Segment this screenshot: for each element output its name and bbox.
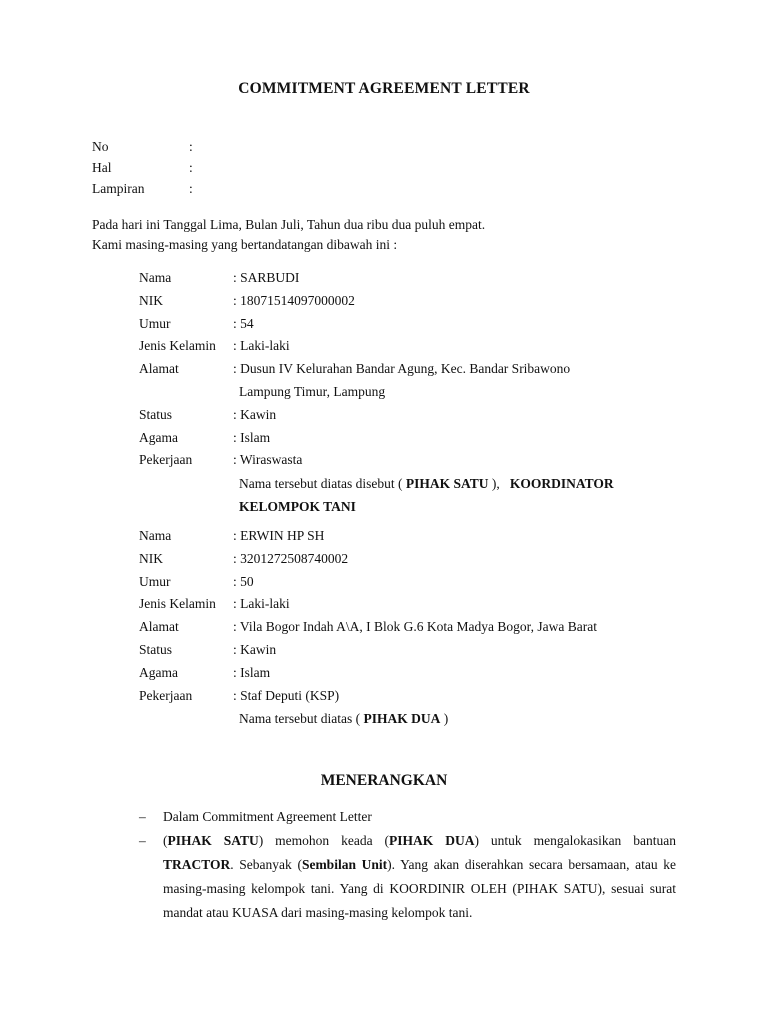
meta-colon: : — [189, 181, 193, 196]
party-field-row — [139, 449, 669, 472]
field-value: : Dusun IV Kelurahan Bandar Agung, Kec. Bandar Sribawono — [233, 361, 571, 377]
field-value: : Vila Bogor Indah A\A, I Blok G.6 Kota Madya Bogor, Jawa Barat — [233, 619, 597, 635]
document-title: COMMITMENT AGREEMENT LETTER — [238, 80, 530, 97]
meta-label: Lampiran — [92, 181, 145, 196]
field-value: : Kawin — [233, 641, 277, 657]
party-field-row — [139, 639, 669, 662]
list-item-text: Dalam Commitment Agreement Letter — [163, 809, 372, 824]
note-party-name: PIHAK SATU — [405, 476, 489, 492]
field-value: : Laki-laki — [233, 596, 290, 612]
intro-line-date: Pada hari ini Tanggal Lima, Bulan Juli, Tahun dua ribu dua puluh empat. — [92, 217, 486, 232]
section-heading: MENERANGKAN — [320, 772, 448, 789]
list-item — [139, 805, 676, 829]
party-field-row — [139, 290, 669, 313]
list-item-text — [163, 829, 676, 925]
text-run: ( — [163, 833, 168, 848]
intro-line-signers: Kami masing-masing yang bertandatangan dibawah ini : — [92, 237, 398, 252]
field-value: : Kawin — [233, 406, 277, 422]
party-two-designation — [139, 707, 669, 730]
meta-label: Hal — [92, 160, 112, 175]
party-field-row — [139, 404, 669, 427]
party-field-row — [139, 313, 669, 336]
field-value: : 18071514097000002 — [233, 292, 355, 308]
bold-run: PIHAK SATU — [167, 833, 259, 848]
bold-run: TRACTOR — [163, 857, 231, 872]
field-label: Nama — [139, 528, 172, 543]
text-run: . Sebanyak ( — [230, 857, 302, 872]
party-field-row — [139, 267, 669, 290]
party-field-row — [139, 571, 669, 594]
field-value: : Wiraswasta — [233, 452, 303, 468]
field-value: : 54 — [233, 315, 254, 331]
field-label: Umur — [139, 573, 171, 589]
list-item — [139, 829, 676, 925]
field-label: Alamat — [139, 361, 179, 377]
meta-label: No — [92, 139, 109, 154]
field-label: Status — [139, 406, 173, 422]
field-label: Umur — [139, 315, 171, 331]
bold-run: Sembilan Unit — [301, 857, 388, 872]
field-label: NIK — [139, 550, 163, 566]
field-value: : Islam — [233, 664, 271, 680]
field-value: : SARBUDI — [233, 270, 300, 285]
party-field-row — [139, 427, 669, 450]
party-field-row — [139, 662, 669, 685]
statement-list — [139, 805, 676, 925]
field-label: Jenis Kelamin — [139, 338, 216, 354]
field-label: Nama — [139, 270, 172, 285]
note-text: ) — [440, 711, 449, 727]
text-run: ) untuk mengalokasikan bantuan — [474, 833, 676, 848]
dash-bullet: – — [139, 809, 146, 824]
field-label: Agama — [139, 429, 178, 445]
note-party-name: PIHAK DUA — [363, 711, 441, 727]
party-field-row — [139, 593, 669, 616]
field-value: : ERWIN HP SH — [233, 528, 325, 543]
field-label: Jenis Kelamin — [139, 596, 216, 612]
meta-colon: : — [189, 139, 193, 154]
text-run: ) memohon keada ( — [258, 833, 389, 848]
note-text: Nama tersebut diatas disebut ( — [239, 476, 406, 492]
field-value: : Laki-laki — [233, 338, 290, 354]
meta-row-hal — [92, 157, 193, 178]
field-label: NIK — [139, 292, 163, 308]
note-text: Nama tersebut diatas ( — [239, 711, 364, 727]
text-run: ). Yang akan diserahkan secara bersamaan, atau ke masing-masing kelompok tani. Yang di KOORDINIR OLEH (PIHAK SATU), sesuai surat mandat atau KUASA dari masing-masing kelompok tani. — [163, 857, 676, 920]
party-field-row — [139, 548, 669, 571]
field-label: Agama — [139, 664, 178, 680]
field-value: : Islam — [233, 429, 271, 445]
field-label: Alamat — [139, 619, 179, 635]
party-field-row — [139, 525, 669, 548]
intro-paragraph — [92, 215, 485, 255]
meta-row-no — [92, 136, 193, 157]
field-value: : 50 — [233, 573, 254, 589]
party-field-row — [139, 335, 669, 358]
field-value: : 3201272508740002 — [233, 550, 349, 566]
field-value: : Staf Deputi (KSP) — [233, 687, 340, 703]
meta-colon: : — [189, 160, 193, 175]
field-label: Pekerjaan — [139, 452, 193, 468]
party-one-designation — [139, 472, 669, 518]
field-label: Status — [139, 641, 173, 657]
party-field-row — [139, 358, 669, 381]
party-one-details — [139, 267, 669, 518]
address-continuation: Lampung Timur, Lampung — [239, 383, 386, 399]
note-role: KOORDINATOR KELOMPOK TANI — [239, 476, 614, 515]
letter-meta — [92, 136, 193, 199]
meta-row-lampiran — [92, 178, 193, 199]
field-label: Pekerjaan — [139, 687, 193, 703]
party-field-row — [139, 616, 669, 639]
bold-run: PIHAK DUA — [389, 833, 475, 848]
note-text: ), — [488, 476, 510, 492]
dash-bullet: – — [139, 833, 146, 848]
party-two-details — [139, 525, 669, 730]
party-field-row — [139, 685, 669, 708]
